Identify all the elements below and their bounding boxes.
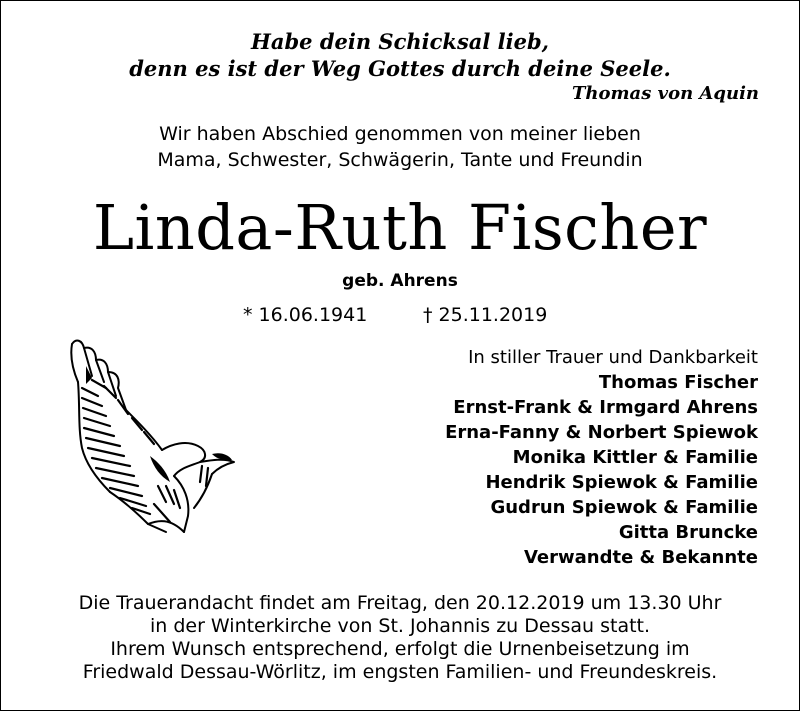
- mourner-name: Hendrik Spiewok & Familie: [485, 472, 758, 493]
- mourners-list: [445, 345, 758, 570]
- ceremony-info: [0, 592, 800, 684]
- mourner-name: Erna-Fanny & Norbert Spiewok: [445, 422, 758, 443]
- birth-date: * 16.06.1941: [243, 304, 368, 326]
- intro-line-2: Mama, Schwester, Schwägerin, Tante und Freundin: [157, 149, 643, 171]
- deceased-name: Linda-Ruth Fischer: [92, 191, 708, 264]
- ceremony-line-3: Ihrem Wunsch entsprechend, erfolgt die Urnenbeisetzung im: [110, 638, 690, 660]
- ceremony-line-2: in der Winterkirche von St. Johannis zu Dessau statt.: [149, 615, 651, 637]
- mourner-name: Gitta Bruncke: [618, 522, 758, 543]
- praying-hands-icon: [62, 336, 242, 536]
- maiden-name: geb. Ahrens: [342, 271, 458, 291]
- ceremony-line-1: Die Trauerandacht findet am Freitag, den 20.12.2019 um 13.30 Uhr: [78, 592, 722, 614]
- mourner-name: Ernst-Frank & Irmgard Ahrens: [453, 397, 758, 418]
- quote-line-2: denn es ist der Weg Gottes durch deine Seele.: [129, 56, 671, 81]
- life-dates: [0, 301, 800, 329]
- mourners-lead: In stiller Trauer und Dankbarkeit: [468, 347, 758, 368]
- mourner-name: Monika Kittler & Familie: [512, 447, 758, 468]
- ceremony-line-4: Friedwald Dessau-Wörlitz, im engsten Familien- und Freundeskreis.: [82, 661, 718, 683]
- intro-line-1: Wir haben Abschied genommen von meiner lieben: [159, 123, 641, 145]
- mourner-name: Verwandte & Bekannte: [523, 547, 758, 568]
- quote-line-1: Habe dein Schicksal lieb,: [251, 29, 549, 54]
- death-date: † 25.11.2019: [423, 304, 548, 326]
- mourner-name: Gudrun Spiewok & Familie: [490, 497, 758, 518]
- quote-author: Thomas von Aquin: [572, 83, 759, 104]
- mourner-name: Thomas Fischer: [598, 372, 758, 393]
